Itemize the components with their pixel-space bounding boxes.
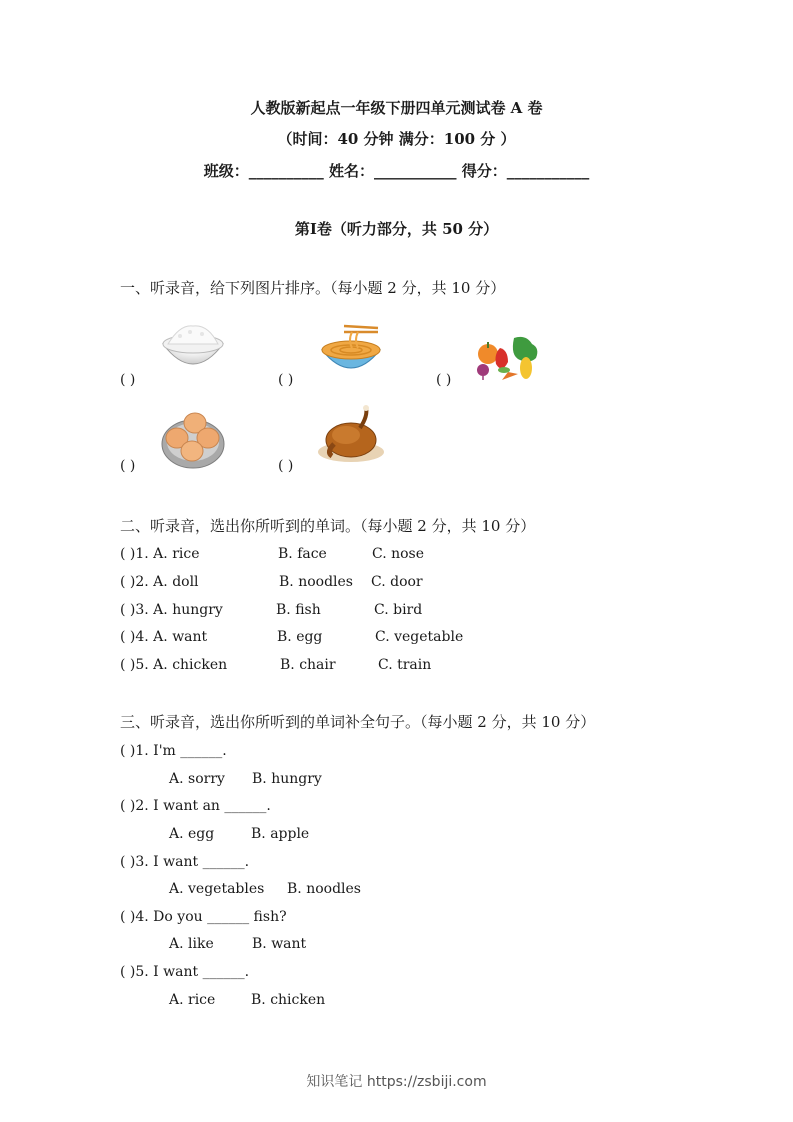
part1-title: 第I卷（听力部分，共 50 分） [294, 220, 499, 238]
q2-3-option-b: B. fish [276, 602, 321, 618]
q2-4-option-b: B. egg [277, 629, 323, 645]
q2-5-option-a: ( )5. A. chicken [120, 657, 228, 673]
q3-3-option-a: A. vegetables [169, 881, 265, 897]
q2-2-option-c: C. door [371, 574, 423, 590]
q2-1-option-b: B. face [278, 546, 327, 562]
answer-bracket-5: ( ) [278, 458, 294, 474]
q3-2-option-a: A. egg [169, 826, 215, 842]
answer-bracket-1: ( ) [120, 372, 136, 388]
q3-3-option-b: B. noodles [287, 881, 361, 897]
section3-heading: 三、听录音，选出你所听到的单词补全句子。（每小题 2 分，共 10 分） [120, 713, 596, 731]
rice-bowl-icon [160, 322, 226, 380]
q3-4-stem: ( )4. Do you ______ fish? [120, 909, 287, 925]
q2-5-option-c: C. train [378, 657, 432, 673]
q3-3-stem: ( )3. I want ______. [120, 854, 250, 870]
q2-4-option-c: C. vegetable [375, 629, 464, 645]
q3-5-stem: ( )5. I want ______. [120, 964, 250, 980]
section1-heading: 一、听录音，给下列图片排序。（每小题 2 分，共 10 分） [120, 279, 506, 297]
footer-watermark[interactable]: 知识笔记 https://zsbiji.com [306, 1074, 487, 1090]
q3-2-stem: ( )2. I want an ______. [120, 798, 271, 814]
page-subtitle: （时间：40 分钟 满分：100 分 ） [277, 130, 516, 148]
q2-3-option-c: C. bird [374, 602, 423, 618]
section2-heading: 二、听录音，选出你所听到的单词。（每小题 2 分，共 10 分） [120, 517, 536, 535]
q3-1-option-b: B. hungry [252, 771, 322, 787]
q3-1-stem: ( )1. I'm ______. [120, 743, 227, 759]
q3-2-option-b: B. apple [251, 826, 310, 842]
q3-4-option-a: A. like [169, 936, 214, 952]
q2-5-option-b: B. chair [280, 657, 336, 673]
q2-4-option-a: ( )4. A. want [120, 629, 208, 645]
q2-3-option-a: ( )3. A. hungry [120, 602, 223, 618]
answer-bracket-4: ( ) [120, 458, 136, 474]
q3-4-option-b: B. want [252, 936, 307, 952]
q3-5-option-a: A. rice [169, 992, 216, 1008]
answer-bracket-2: ( ) [278, 372, 294, 388]
student-info-line: 班级：__________ 姓名：___________ 得分：___________ [203, 162, 590, 180]
q2-1-option-a: ( )1. A. rice [120, 546, 200, 562]
q2-2-option-b: B. noodles [279, 574, 353, 590]
page-title: 人教版新起点一年级下册四单元测试卷 A 卷 [250, 99, 543, 117]
q3-5-option-b: B. chicken [251, 992, 326, 1008]
q2-2-option-a: ( )2. A. doll [120, 574, 199, 590]
answer-bracket-3: ( ) [436, 372, 452, 388]
eggs-icon [160, 410, 226, 470]
q2-1-option-c: C. nose [372, 546, 425, 562]
noodles-icon [318, 322, 384, 380]
q3-1-option-a: A. sorry [169, 771, 225, 787]
vegetables-icon [474, 334, 546, 382]
roast-chicken-icon [316, 404, 386, 464]
